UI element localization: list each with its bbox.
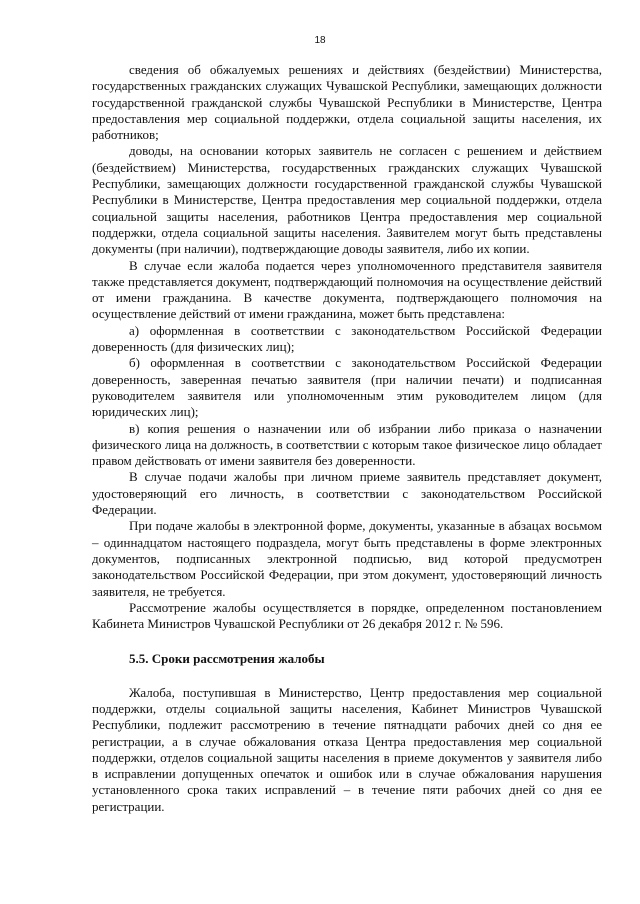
- paragraph-item-a: а) оформленная в соответствии с законодательством Российской Федерации доверенность (для физических лиц);: [92, 322, 602, 355]
- paragraph-review-procedure: Рассмотрение жалобы осуществляется в порядке, определенном постановлением Кабинета Министров Чувашской Республики от 26 декабря 2012 г. № 596.: [92, 599, 602, 632]
- page-number: 18: [314, 35, 326, 46]
- section-heading: 5.5. Сроки рассмотрения жалобы: [129, 651, 325, 667]
- paragraph-item-b: б) оформленная в соответствии с законодательством Российской Федерации доверенность, заверенная печатью заявителя (при наличии печати) и подписанная руководителем заявителя или уполномоченным этим руководителем лицом (для юридических лиц);: [92, 355, 602, 420]
- paragraph-item-c: в) копия решения о назначении или об избрании либо приказа о назначении физического лица на должность, в соответствии с которым такое физическое лицо обладает правом действовать от имени заявителя без доверенности.: [92, 420, 602, 469]
- page-content: [92, 62, 602, 815]
- paragraph-electronic-form: При подаче жалобы в электронной форме, документы, указанные в абзацах восьмом – одиннадцатом настоящего подраздела, могут быть представлены в форме электронных документов, подписанных электронной подписью, вид которой предусмотрен законодательством Российской Федерации, при этом документ, удостоверяющий личность заявителя, не требуется.: [92, 518, 602, 599]
- paragraph-representative: В случае если жалоба подается через уполномоченного представителя заявителя также представляется документ, подтверждающий полномочия на осуществление действий от имени гражданина. В качестве документа, подтверждающего полномочия на осуществление действий от имени гражданина, может быть представлена:: [92, 257, 602, 322]
- paragraph-complaint-details: сведения об обжалуемых решениях и действиях (бездействии) Министерства, государственных гражданских служащих Чувашской Республики, замещающих должности государственной гражданской службы Чувашской Республики в Министерстве, Центра предоставления мер социальной поддержки, отдела социальной защиты населения, их работников;: [92, 62, 602, 143]
- paragraph-arguments: доводы, на основании которых заявитель не согласен с решением и действием (бездействием) Министерства, государственных гражданских служащих Чувашской Республики, замещающих должности государственной гражданской службы Чувашской Республики в Министерстве, Центра предоставления мер социальной поддержки, отдела социальной защиты населения, работников Центра предоставления мер социальной поддержки, отдела социальной защиты населения. Заявителем могут быть представлены документы (при наличии), подтверждающие доводы заявителя, либо их копии.: [92, 143, 602, 257]
- paragraph-personal-reception: В случае подачи жалобы при личном приеме заявитель представляет документ, удостоверяющий его личность, в соответствии с законодательством Российской Федерации.: [92, 469, 602, 518]
- paragraph-review-terms: Жалоба, поступившая в Министерство, Центр предоставления мер социальной поддержки, отделы социальной защиты населения, Кабинет Министров Чувашской Республики, подлежит рассмотрению в течение пятнадцати рабочих дней со дня ее регистрации, а в случае обжалования отказа Центра предоставления мер социальной поддержки, отделов социальной защиты населения в приеме документов у заявителя либо в исправлении допущенных опечаток и ошибок или в случае обжалования нарушения установленного срока таких исправлений – в течение пяти рабочих дней со дня ее регистрации.: [92, 684, 602, 814]
